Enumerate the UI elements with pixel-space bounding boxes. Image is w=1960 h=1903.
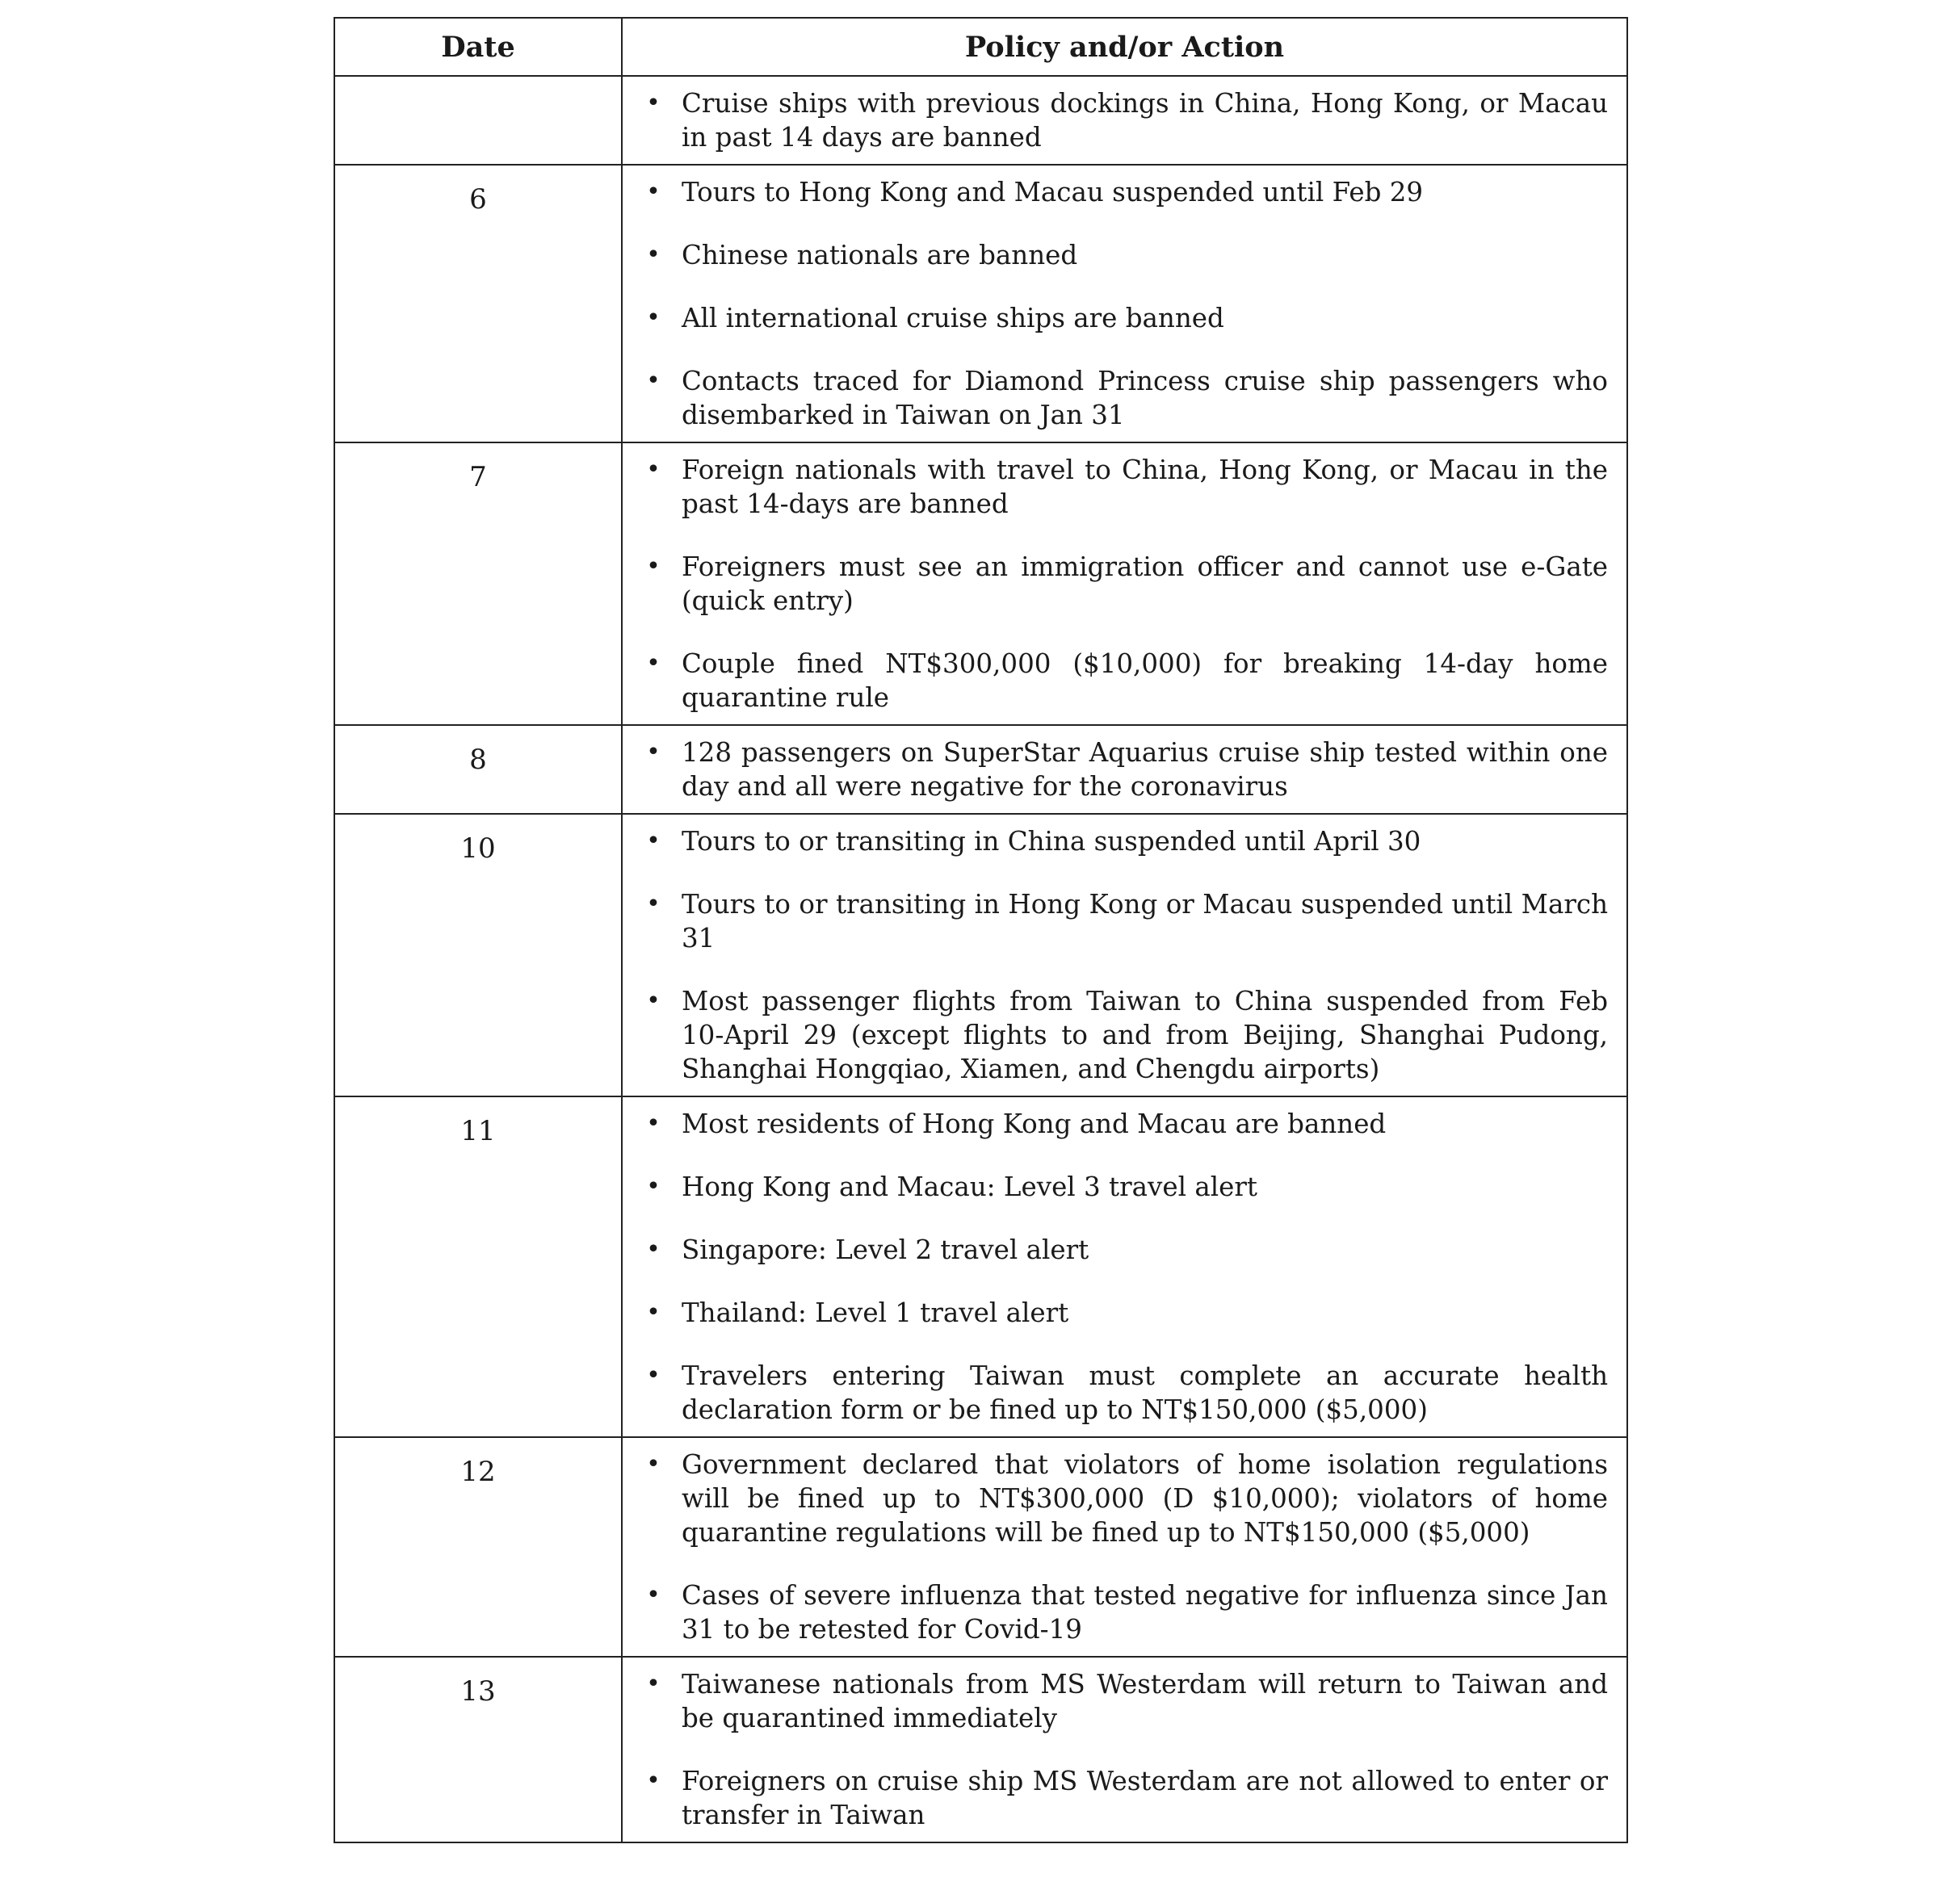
bullet-icon: • xyxy=(646,1670,661,1698)
policy-cell xyxy=(622,1437,1627,1657)
policy-list-item xyxy=(645,1359,1608,1427)
table-row xyxy=(334,442,1627,725)
bullet-icon: • xyxy=(646,649,661,677)
table-row xyxy=(334,1096,1627,1437)
bullet-icon: • xyxy=(646,1298,661,1327)
policy-item-text: Taiwanese nationals from MS Westerdam will return to Taiwan and be quarantined immediately xyxy=(682,1669,1608,1733)
bullet-icon: • xyxy=(646,89,661,117)
policy-list-item xyxy=(645,86,1608,154)
date-cell: 11 xyxy=(334,1096,622,1437)
table-row xyxy=(334,1657,1627,1842)
bullet-icon: • xyxy=(646,1361,661,1390)
policy-cell xyxy=(622,725,1627,814)
policy-list-item xyxy=(645,238,1608,272)
policy-list xyxy=(645,824,1608,1086)
policy-list xyxy=(645,175,1608,432)
date-cell: 7 xyxy=(334,442,622,725)
policy-list xyxy=(645,1107,1608,1427)
policy-item-text: Foreign nationals with travel to China, Hong Kong, or Macau in the past 14-days are banned xyxy=(682,455,1608,519)
policy-item-text: Couple fined NT$300,000 ($10,000) for breaking 14-day home quarantine rule xyxy=(682,648,1608,713)
bullet-icon: • xyxy=(646,1109,661,1138)
policy-list-item xyxy=(645,1764,1608,1832)
policy-list-item xyxy=(645,887,1608,955)
policy-item-text: Most passenger flights from Taiwan to China suspended from Feb 10-April 29 (except flights to and from Beijing, Shanghai Pudong, Shanghai Hongqiao, Xiamen, and Chengdu airports) xyxy=(682,986,1608,1084)
policy-item-text: Chinese nationals are banned xyxy=(682,240,1078,270)
policy-list xyxy=(645,736,1608,803)
policy-item-text: Most residents of Hong Kong and Macau are banned xyxy=(682,1109,1387,1139)
policy-list-item xyxy=(645,1107,1608,1141)
policy-item-text: Foreigners on cruise ship MS Westerdam are not allowed to enter or transfer in Taiwan xyxy=(682,1766,1608,1830)
policy-table xyxy=(334,17,1628,1843)
date-cell xyxy=(334,76,622,165)
policy-cell xyxy=(622,1657,1627,1842)
policy-list-item xyxy=(645,1667,1608,1735)
policy-item-text: Tours to Hong Kong and Macau suspended until Feb 29 xyxy=(682,177,1424,207)
policy-item-text: Foreigners must see an immigration officer and cannot use e-Gate (quick entry) xyxy=(682,551,1608,616)
table-row xyxy=(334,1437,1627,1657)
date-column-header: Date xyxy=(334,18,622,76)
bullet-icon: • xyxy=(646,1172,661,1201)
policy-item-text: Thailand: Level 1 travel alert xyxy=(682,1297,1069,1328)
policy-list-item xyxy=(645,453,1608,521)
table-row xyxy=(334,165,1627,442)
bullet-icon: • xyxy=(646,178,661,206)
policy-list-item xyxy=(645,1296,1608,1330)
table-row xyxy=(334,814,1627,1096)
bullet-icon: • xyxy=(646,1767,661,1795)
table-header xyxy=(334,18,1627,76)
header-row xyxy=(334,18,1627,76)
date-cell: 12 xyxy=(334,1437,622,1657)
policy-item-text: Cruise ships with previous dockings in China, Hong Kong, or Macau in past 14 days are banned xyxy=(682,88,1608,153)
date-cell: 10 xyxy=(334,814,622,1096)
date-cell: 8 xyxy=(334,725,622,814)
policy-list-item xyxy=(645,364,1608,432)
policy-item-text: Cases of severe influenza that tested negative for influenza since Jan 31 to be retested for Covid-19 xyxy=(682,1580,1608,1645)
policy-list-item xyxy=(645,984,1608,1086)
bullet-icon: • xyxy=(646,1450,661,1478)
bullet-icon: • xyxy=(646,827,661,855)
policy-list-item xyxy=(645,175,1608,209)
date-cell: 13 xyxy=(334,1657,622,1842)
table-row xyxy=(334,76,1627,165)
policy-item-text: Singapore: Level 2 travel alert xyxy=(682,1234,1089,1265)
bullet-icon: • xyxy=(646,455,661,484)
table-body xyxy=(334,76,1627,1842)
bullet-icon: • xyxy=(646,1235,661,1264)
policy-item-text: 128 passengers on SuperStar Aquarius cruise ship tested within one day and all were negative for the coronavirus xyxy=(682,737,1608,802)
policy-list-item xyxy=(645,736,1608,803)
policy-item-text: Hong Kong and Macau: Level 3 travel alert xyxy=(682,1172,1257,1202)
policy-column-header: Policy and/or Action xyxy=(622,18,1627,76)
bullet-icon: • xyxy=(646,738,661,766)
policy-list xyxy=(645,453,1608,715)
policy-list-item xyxy=(645,647,1608,715)
policy-cell xyxy=(622,814,1627,1096)
policy-list xyxy=(645,1448,1608,1646)
policy-list-item xyxy=(645,1170,1608,1204)
bullet-icon: • xyxy=(646,1581,661,1609)
policy-item-text: Tours to or transiting in China suspended until April 30 xyxy=(682,826,1421,857)
policy-item-text: All international cruise ships are banned xyxy=(682,303,1224,333)
policy-list-item xyxy=(645,1578,1608,1646)
policy-cell xyxy=(622,442,1627,725)
policy-item-text: Tours to or transiting in Hong Kong or Macau suspended until March 31 xyxy=(682,889,1608,954)
bullet-icon: • xyxy=(646,241,661,269)
bullet-icon: • xyxy=(646,987,661,1015)
policy-cell xyxy=(622,76,1627,165)
date-cell: 6 xyxy=(334,165,622,442)
policy-list xyxy=(645,1667,1608,1832)
policy-item-text: Travelers entering Taiwan must complete an accurate health declaration form or be fined up to NT$150,000 ($5,000) xyxy=(682,1360,1608,1425)
bullet-icon: • xyxy=(646,367,661,395)
policy-cell xyxy=(622,165,1627,442)
policy-list-item xyxy=(645,301,1608,335)
policy-cell xyxy=(622,1096,1627,1437)
policy-list-item xyxy=(645,550,1608,618)
table-row xyxy=(334,725,1627,814)
bullet-icon: • xyxy=(646,552,661,581)
policy-list xyxy=(645,86,1608,154)
policy-list-item xyxy=(645,1233,1608,1267)
policy-list-item xyxy=(645,824,1608,858)
policy-list-item xyxy=(645,1448,1608,1549)
policy-item-text: Contacts traced for Diamond Princess cruise ship passengers who disembarked in Taiwan on Jan 31 xyxy=(682,366,1608,430)
policy-item-text: Government declared that violators of home isolation regulations will be fined up to NT$300,000 (D $10,000); violators of home quarantine regulations will be fined up to NT$150,000 ($5,000) xyxy=(682,1449,1608,1548)
bullet-icon: • xyxy=(646,890,661,918)
bullet-icon: • xyxy=(646,304,661,332)
